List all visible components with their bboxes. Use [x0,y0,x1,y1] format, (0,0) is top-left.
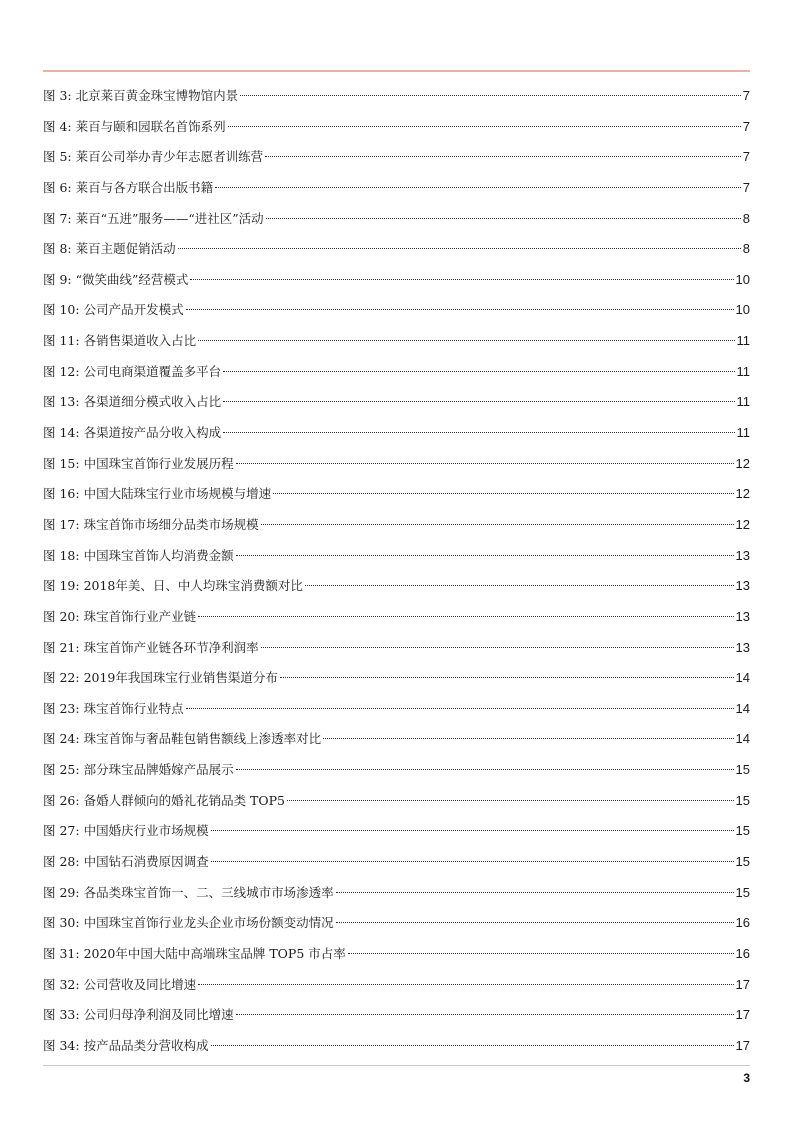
toc-entry[interactable] [43,729,750,760]
dot-leader [265,156,741,157]
toc-entry-label[interactable]: 图 23: 珠宝首饰行业特点 [43,700,184,716]
toc-entry-page[interactable]: 15 [735,884,750,900]
toc-entry[interactable] [43,791,750,822]
dot-leader [211,830,734,831]
toc-entry-page[interactable]: 12 [735,486,750,502]
footer-rule [43,1065,750,1066]
toc-entry-label[interactable]: 图 31: 2020年中国大陆中高端珠宝品牌 TOP5 市占率 [43,945,346,961]
dot-leader [186,708,734,709]
dot-leader [280,677,734,678]
toc-entry-label[interactable]: 图 10: 公司产品开发模式 [43,302,184,318]
toc-entry-label[interactable]: 图 28: 中国钻石消费原因调查 [43,854,209,870]
toc-entry-page[interactable]: 15 [735,823,750,839]
toc-entry-page[interactable]: 15 [735,762,750,778]
toc-entry-label[interactable]: 图 20: 珠宝首饰行业产业链 [43,608,197,624]
toc-entry[interactable] [43,515,750,546]
toc-entry-page[interactable]: 17 [735,976,750,992]
toc-entry-page[interactable]: 13 [735,639,750,655]
dot-leader [178,248,741,249]
toc-entry-label[interactable]: 图 24: 珠宝首饰与奢品鞋包销售额线上渗透率对比 [43,731,322,747]
toc-entry[interactable] [43,270,750,301]
toc-entry[interactable] [43,668,750,699]
toc-entry[interactable] [43,147,750,178]
toc-entry-page[interactable]: 8 [742,241,750,257]
toc-entry[interactable] [43,975,750,1006]
dot-leader [198,984,733,985]
dot-leader [348,953,734,954]
toc-entry-label[interactable]: 图 22: 2019年我国珠宝行业销售渠道分布 [43,670,278,686]
dot-leader [236,555,734,556]
dot-leader [287,800,734,801]
toc-entry-page[interactable]: 16 [735,945,750,961]
dot-leader [236,1014,734,1015]
toc-entry-label[interactable]: 图 19: 2018年美、日、中人均珠宝消费额对比 [43,578,303,594]
toc-entry-page[interactable]: 12 [735,516,750,532]
toc-entry-page[interactable]: 13 [735,547,750,563]
toc-entry-label[interactable]: 图 34: 按产品品类分营收构成 [43,1037,209,1053]
dot-leader [211,1045,734,1046]
toc-entry-page[interactable]: 7 [742,179,750,195]
toc-entry-label[interactable]: 图 8: 莱百主题促销活动 [43,241,176,257]
toc-entry-page[interactable]: 13 [735,578,750,594]
toc-entry-label[interactable]: 图 4: 莱百与颐和园联名首饰系列 [43,118,226,134]
toc-entry[interactable] [43,300,750,331]
toc-entry[interactable] [43,638,750,669]
toc-entry-label[interactable]: 图 3: 北京莱百黄金珠宝博物馆内景 [43,88,239,103]
toc-entry[interactable] [43,117,750,148]
toc-entry-page[interactable]: 7 [742,149,750,165]
dot-leader [211,861,734,862]
toc-entry-label[interactable]: 图 16: 中国大陆珠宝行业市场规模与增速 [43,486,272,502]
toc-entry-page[interactable]: 17 [735,1007,750,1023]
toc-entry-page[interactable]: 17 [735,1037,750,1053]
dot-leader [323,738,733,739]
toc-entry-label[interactable]: 图 32: 公司营收及同比增速 [43,976,197,992]
dot-leader [305,585,734,586]
toc-entry[interactable] [43,546,750,577]
toc-entry-page[interactable]: 15 [735,854,750,870]
toc-entry[interactable] [43,423,750,454]
toc-entry-page[interactable]: 12 [735,455,750,471]
toc-entry-label[interactable]: 图 29: 各品类珠宝首饰一、二、三线城市市场渗透率 [43,884,334,900]
toc-entry[interactable] [43,760,750,791]
dot-leader [190,279,733,280]
toc-entry[interactable] [43,86,750,117]
toc-entry[interactable] [43,392,750,423]
toc-entry[interactable] [43,607,750,638]
toc-entry-label[interactable]: 图 5: 莱百公司举办青少年志愿者训练营 [43,149,264,165]
toc-entry-page[interactable]: 11 [736,394,750,410]
toc-entry-page[interactable]: 15 [735,792,750,808]
toc-entry[interactable] [43,178,750,209]
toc-entry-page[interactable]: 13 [735,608,750,624]
dot-leader [336,892,734,893]
dot-leader [261,524,734,525]
toc-entry-page[interactable]: 14 [735,700,750,716]
toc-entry-page[interactable]: 7 [742,118,750,134]
toc-entry-label[interactable]: 图 33: 公司归母净利润及同比增速 [43,1007,234,1023]
toc-entry[interactable] [43,883,750,914]
toc-entry[interactable] [43,852,750,883]
toc-entry[interactable] [43,362,750,393]
toc-entry-label[interactable]: 图 13: 各渠道细分模式收入占比 [43,394,222,410]
figure-toc-list [43,86,750,1067]
dot-leader [261,647,734,648]
toc-entry[interactable] [43,239,750,270]
dot-leader [186,309,734,310]
dot-leader [236,463,734,464]
toc-entry[interactable] [43,1036,750,1067]
toc-entry-label[interactable]: 图 15: 中国珠宝首饰行业发展历程 [43,455,234,471]
toc-entry[interactable] [43,699,750,730]
toc-entry-label[interactable]: 图 12: 公司电商渠道覆盖多平台 [43,363,222,379]
dot-leader [215,187,741,188]
dot-leader [273,493,733,494]
toc-entry-label[interactable]: 图 18: 中国珠宝首饰人均消费金额 [43,547,234,563]
toc-entry-label[interactable]: 图 6: 莱百与各方联合出版书籍 [43,179,214,195]
toc-entry-page[interactable]: 8 [742,210,750,226]
toc-entry[interactable] [43,944,750,975]
toc-entry-label[interactable]: 图 26: 备婚人群倾向的婚礼花销品类 TOP5 [43,792,285,808]
dot-leader [198,340,734,341]
toc-entry[interactable] [43,484,750,515]
toc-entry[interactable] [43,1005,750,1036]
dot-leader [223,432,734,433]
toc-entry[interactable] [43,331,750,362]
toc-entry[interactable] [43,576,750,607]
page-number: 3 [743,1071,750,1085]
toc-entry-page[interactable]: 10 [735,271,750,287]
toc-entry[interactable] [43,454,750,485]
header-rule [43,70,750,72]
dot-leader [228,126,741,127]
toc-entry-label[interactable]: 图 17: 珠宝首饰市场细分品类市场规模 [43,516,259,532]
toc-entry-label[interactable]: 图 27: 中国婚庆行业市场规模 [43,823,209,839]
toc-entry-page[interactable]: 11 [736,363,750,379]
toc-entry-page[interactable]: 10 [735,302,750,318]
toc-entry-label[interactable]: 图 11: 各销售渠道收入占比 [43,333,197,349]
dot-leader [236,769,734,770]
toc-entry[interactable] [43,913,750,944]
toc-entry[interactable] [43,821,750,852]
dot-leader [223,371,734,372]
toc-entry-page[interactable]: 7 [742,88,750,103]
toc-entry[interactable] [43,209,750,240]
dot-leader [198,616,733,617]
dot-leader [223,401,734,402]
toc-entry-label[interactable]: 图 14: 各渠道按产品分收入构成 [43,425,222,441]
toc-entry-page[interactable]: 14 [735,731,750,747]
toc-entry-label[interactable]: 图 25: 部分珠宝品牌婚嫁产品展示 [43,762,234,778]
toc-entry-label[interactable]: 图 30: 中国珠宝首饰行业龙头企业市场份额变动情况 [43,915,334,931]
toc-entry-page[interactable]: 14 [735,670,750,686]
toc-entry-label[interactable]: 图 7: 莱百“五进”服务——“进社区”活动 [43,210,264,226]
toc-entry-label[interactable]: 图 9: “微笑曲线”经营模式 [43,271,189,287]
toc-entry-page[interactable]: 11 [736,333,750,349]
dot-leader [266,218,741,219]
toc-entry-label[interactable]: 图 21: 珠宝首饰产业链各环节净利润率 [43,639,259,655]
toc-entry-page[interactable]: 16 [735,915,750,931]
dot-leader [336,922,734,923]
toc-entry-page[interactable]: 11 [736,425,750,441]
dot-leader [240,95,741,96]
